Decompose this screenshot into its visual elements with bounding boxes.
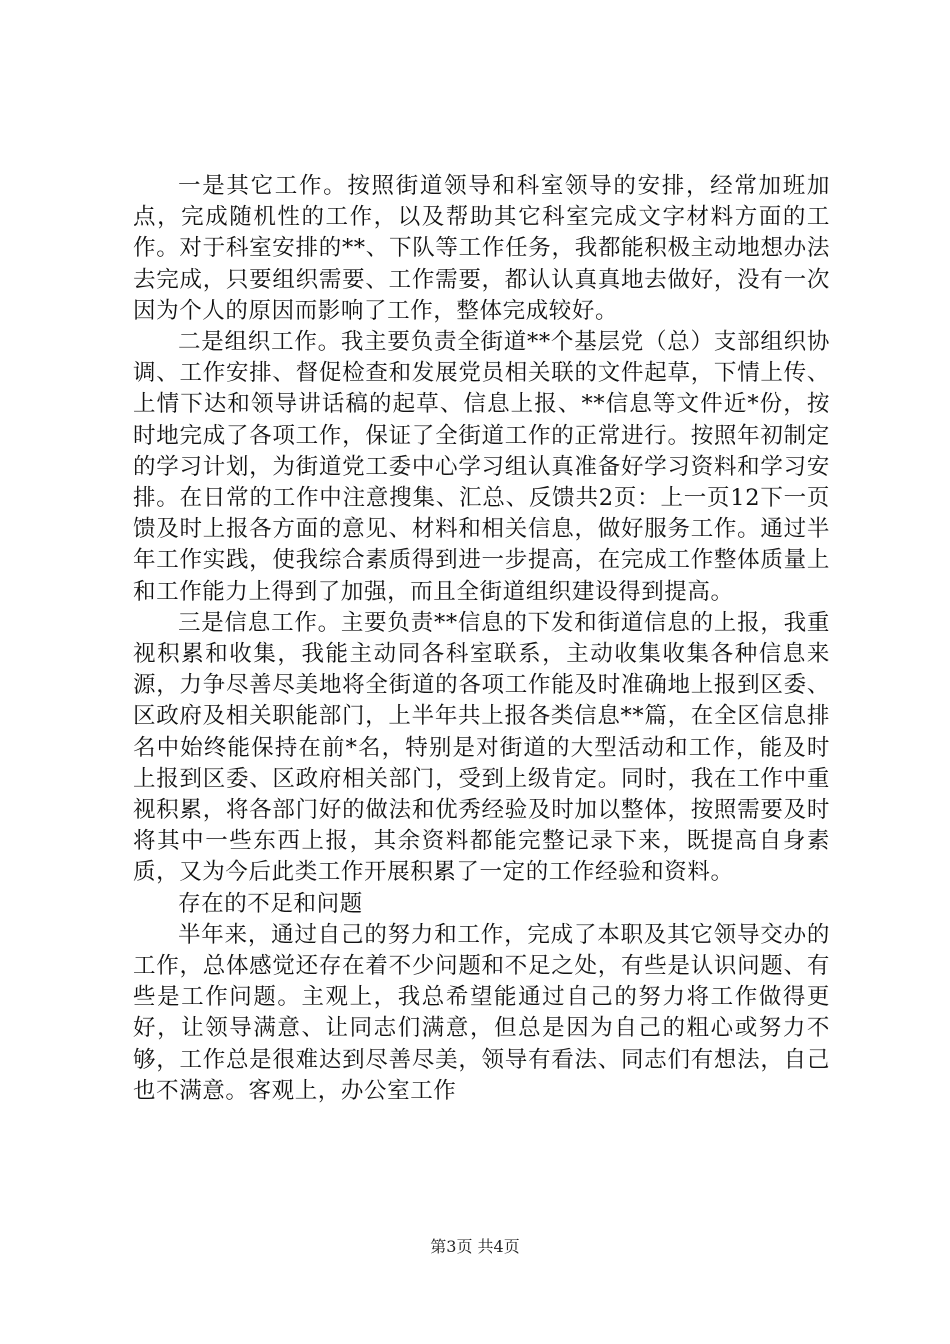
page-footer: 第3页 共4页 [430,1237,520,1256]
paragraph-organization-work: 二是组织工作。我主要负责全街道**个基层党（总）支部组织协调、工作安排、督促检查和发展党员相关联的文件起草，下情上传、上情下达和领导讲话稿的起草、信息上报、**信息等文件近*份，按时地完成了各项工作，保证了全街道工作的正常进行。按照年初制定的学习计划，为街道党工委中心学习组认真准备好学习资料和学习安排。在日常的工作中注意搜集、汇总、反馈共2页：上一页12下一页馈及时上报各方面的意见、材料和相关信息，做好服务工作。通过半年工作实践，使我综合素质得到进一步提高，在完成工作整体质量上和工作能力上得到了加强，而且全街道组织建设得到提高。 [133,329,830,605]
paragraph-other-work: 一是其它工作。按照街道领导和科室领导的安排，经常加班加点，完成随机性的工作，以及帮助其它科室完成文字材料方面的工作。对于科室安排的**、下队等工作任务，我都能积极主动地想办法去完成，只要组织需要、工作需要，都认认真真地去做好，没有一次因为个人的原因而影响了工作，整体完成较好。 [133,173,830,324]
paragraph-information-work: 三是信息工作。主要负责**信息的下发和街道信息的上报，我重视积累和收集，我能主动同各科室联系，主动收集收集各种信息来源，力争尽善尽美地将全街道的各项工作能及时准确地上报到区委、区政府及相关职能部门，上半年共上报各类信息**篇，在全区信息排名中始终能保持在前*名，特别是对街道的大型活动和工作，能及时上报到区委、区政府相关部门，受到上级肯定。同时，我在工作中重视积累，将各部门好的做法和优秀经验及时加以整体，按照需要及时将其中一些东西上报，其余资料都能完整记录下来，既提高自身素质，又为今后此类工作开展积累了一定的工作经验和资料。 [133,609,830,886]
document-body [133,171,830,1107]
paragraph-half-year-summary: 半年来，通过自己的努力和工作，完成了本职及其它领导交办的工作，总体感觉还存在着不少问题和不足之处，有些是认识问题、有些是工作问题。主观上，我总希望能通过自己的努力将工作做得更好，让领导满意、让同志们满意，但总是因为自己的粗心或努力不够，工作总是很难达到尽善尽美，领导有看法、同志们有想法，自己也不满意。客观上，办公室工作 [133,921,830,1104]
section-heading-shortcomings: 存在的不足和问题 [178,890,363,917]
